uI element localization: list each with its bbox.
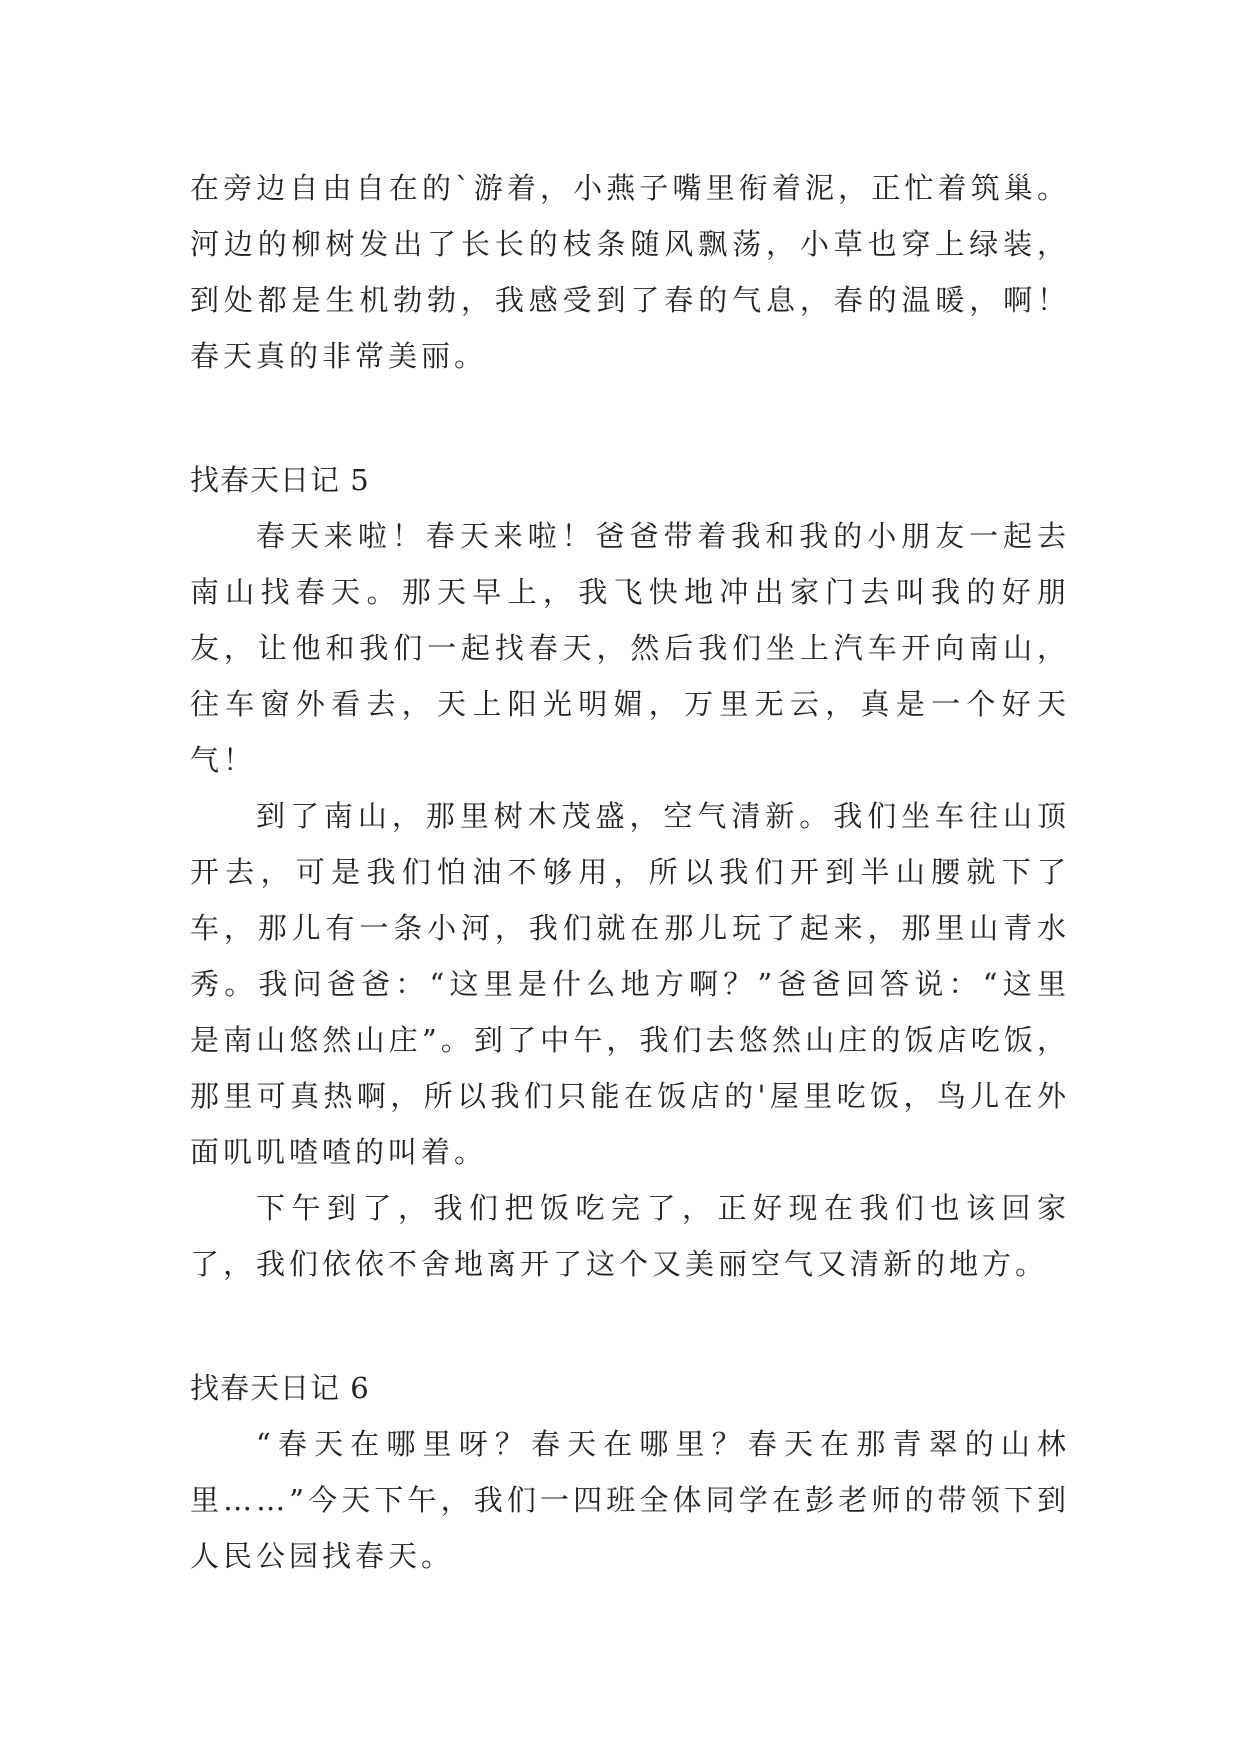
paragraph-diary-5-nanshan: 到了南山，那里树木茂盛，空气清新。我们坐车往山顶开去，可是我们怕油不够用，所以我们开到半山腰就下了车，那儿有一条小河，我们就在那儿玩了起来，那里山青水秀。我问爸爸：“这里是什么地方啊？”爸爸回答说：“这里是南山悠然山庄”。到了中午，我们去悠然山庄的饭店吃饭，那里可真热啊，所以我们只能在饭店的'屋里吃饭，鸟儿在外面叽叽喳喳的叫着。 xyxy=(190,799,1070,1169)
paragraph-diary-5-intro: 春天来啦！春天来啦！爸爸带着我和我的小朋友一起去南山找春天。那天早上，我飞快地冲出家门去叫我的好朋友，让他和我们一起找春天，然后我们坐上汽车开向南山，往车窗外看去，天上阳光明媚，万里无云，真是一个好天气！ xyxy=(190,519,1070,777)
paragraph-continued-spring-scene: 在旁边自由自在的`游着，小燕子嘴里衔着泥，正忙着筑巢。河边的柳树发出了长长的枝条随风飘荡，小草也穿上绿装，到处都是生机勃勃，我感受到了春的气息，春的温暖，啊！春天真的非常美丽。 xyxy=(190,171,1070,373)
heading-diary-5: 找春天日记 5 xyxy=(190,463,370,497)
paragraph-diary-5-afternoon: 下午到了，我们把饭吃完了，正好现在我们也该回家了，我们依依不舍地离开了这个又美丽空气又清新的地方。 xyxy=(190,1191,1070,1281)
document-body xyxy=(190,160,1070,1584)
paragraph-diary-6-intro: “春天在哪里呀？春天在哪里？春天在那青翠的山林里……”今天下午，我们一四班全体同学在彭老师的带领下到人民公园找春天。 xyxy=(190,1427,1070,1573)
heading-diary-6: 找春天日记 6 xyxy=(190,1371,370,1405)
